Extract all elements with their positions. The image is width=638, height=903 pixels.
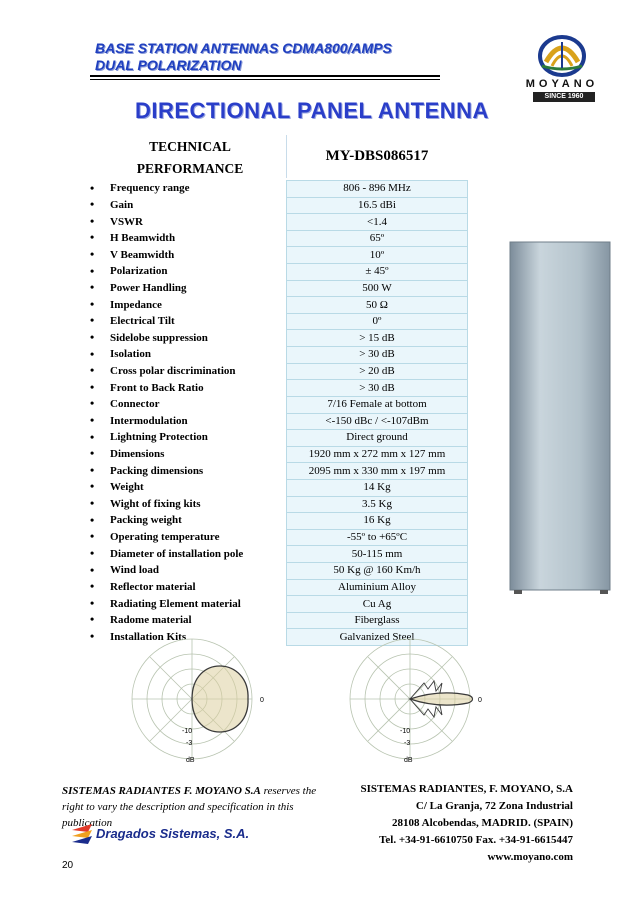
spec-label: • Packing dimensions (84, 463, 287, 480)
model-number: MY-DBS086517 (286, 135, 467, 178)
spec-label: • Installation Kits (84, 629, 287, 646)
pattern-right-minus3-label: -3 (404, 740, 411, 747)
spec-row (84, 413, 468, 430)
spec-value: 2095 mm x 330 mm x 197 mm (287, 463, 468, 480)
pattern-left-minus3-label: -3 (186, 740, 193, 747)
spec-row (84, 396, 468, 413)
page-number: 20 (62, 860, 74, 871)
spec-value: > 20 dB (287, 363, 468, 380)
spec-label: • Power Handling (84, 280, 287, 297)
spec-row (84, 181, 468, 198)
spec-row (84, 297, 468, 314)
logo-since-badge: SINCE 1960 (533, 92, 595, 102)
footer-website[interactable]: www.moyano.com (487, 851, 573, 863)
spec-label: • Radiating Element material (84, 596, 287, 613)
spec-row (84, 230, 468, 247)
spec-label: • Weight (84, 479, 287, 496)
antenna-panel-image (508, 240, 614, 596)
spec-value: <-150 dBc / <-107dBm (287, 413, 468, 430)
pattern-left-unit-label: dB (186, 757, 195, 764)
pattern-right-unit-label: dB (404, 757, 413, 764)
spec-value: Cu Ag (287, 596, 468, 613)
spec-row (84, 363, 468, 380)
vertical-pattern-chart (328, 633, 498, 765)
spec-value: > 15 dB (287, 330, 468, 347)
spec-row (84, 496, 468, 513)
spec-row (84, 463, 468, 480)
spec-row (84, 596, 468, 613)
spec-row (84, 197, 468, 214)
spec-row (84, 347, 468, 364)
spec-label: • Diameter of installation pole (84, 546, 287, 563)
footer-address-line: SISTEMAS RADIANTES, F. MOYANO, S.A (360, 783, 573, 795)
pattern-right-zero-label: 0 (478, 697, 482, 704)
header-title (95, 40, 392, 74)
footer-address-line: C/ La Granja, 72 Zona Industrial (415, 800, 573, 812)
spec-value: 50 Ω (287, 297, 468, 314)
table-header-left (95, 136, 285, 180)
spec-row (84, 479, 468, 496)
spec-label: • Reflector material (84, 579, 287, 596)
spec-label: • Radome material (84, 612, 287, 629)
spec-row (84, 529, 468, 546)
spec-row (84, 446, 468, 463)
spec-label: • Isolation (84, 347, 287, 364)
spec-label: • H Beamwidth (84, 230, 287, 247)
partner-name: Dragados Sistemas, S.A. (96, 826, 250, 841)
spec-row (84, 313, 468, 330)
spec-value: 0º (287, 313, 468, 330)
spec-label: • Wind load (84, 563, 287, 580)
pattern-left-zero-label: 0 (260, 697, 264, 704)
table-header-left-line1: TECHNICAL (149, 139, 231, 154)
spec-value: Fiberglass (287, 612, 468, 629)
spec-row (84, 546, 468, 563)
spec-value: 3.5 Kg (287, 496, 468, 513)
spec-value: 16 Kg (287, 513, 468, 530)
spec-row (84, 563, 468, 580)
spec-label: • Gain (84, 197, 287, 214)
footer-address-line: Tel. +34-91-6610750 Fax. +34-91-6615447 (379, 834, 573, 846)
page-title: DIRECTIONAL PANEL ANTENNA (135, 98, 489, 123)
spec-label: • V Beamwidth (84, 247, 287, 264)
spec-label: • Intermodulation (84, 413, 287, 430)
spec-row (84, 579, 468, 596)
pattern-left-minus10-label: -10 (182, 728, 193, 735)
spec-row (84, 612, 468, 629)
spec-value: 10º (287, 247, 468, 264)
spec-label: • Frequency range (84, 181, 287, 198)
spec-value: > 30 dB (287, 380, 468, 397)
spec-value: 14 Kg (287, 479, 468, 496)
spec-label: • VSWR (84, 214, 287, 231)
spec-label: • Dimensions (84, 446, 287, 463)
horizontal-pattern-chart (110, 633, 280, 765)
pattern-right-minus10-label: -10 (400, 728, 411, 735)
spec-row (84, 280, 468, 297)
spec-value: Direct ground (287, 430, 468, 447)
spec-label: • Connector (84, 396, 287, 413)
spec-value: 806 - 896 MHz (287, 181, 468, 198)
spec-value: <1.4 (287, 214, 468, 231)
spec-label: • Impedance (84, 297, 287, 314)
spec-row (84, 247, 468, 264)
spec-table (84, 180, 468, 646)
spec-label: • Polarization (84, 264, 287, 281)
spec-value: ± 45º (287, 264, 468, 281)
spec-value: Aluminium Alloy (287, 579, 468, 596)
header-rule (90, 75, 440, 77)
spec-row (84, 330, 468, 347)
spec-row (84, 380, 468, 397)
spec-value: 50 Kg @ 160 Km/h (287, 563, 468, 580)
spec-row (84, 430, 468, 447)
footer-disclaimer-company: SISTEMAS RADIANTES F. MOYANO S.A (62, 785, 261, 797)
spec-value: 1920 mm x 272 mm x 127 mm (287, 446, 468, 463)
spec-label: • Operating temperature (84, 529, 287, 546)
header-rule-thin (90, 79, 440, 80)
table-header-left-line2: PERFORMANCE (136, 161, 244, 176)
spec-value: 65º (287, 230, 468, 247)
spec-value: 50-115 mm (287, 546, 468, 563)
footer-address-line: 28108 Alcobendas, MADRID. (SPAIN) (392, 817, 573, 829)
header-title-line1: BASE STATION ANTENNAS CDMA800/AMPS (95, 40, 392, 56)
spec-label: • Front to Back Ratio (84, 380, 287, 397)
spec-value: 16.5 dBi (287, 197, 468, 214)
spec-label: • Sidelobe suppression (84, 330, 287, 347)
spec-label: • Wight of fixing kits (84, 496, 287, 513)
footer-disclaimer-text: reserves the right to vary the description and specification in this publication (62, 785, 317, 829)
footer-address (340, 781, 573, 866)
spec-value: > 30 dB (287, 347, 468, 364)
spec-row (84, 214, 468, 231)
spec-label: • Lightning Protection (84, 430, 287, 447)
spec-value: Galvanized Steel (287, 629, 468, 646)
spec-value: 500 W (287, 280, 468, 297)
spec-label: • Cross polar discrimination (84, 363, 287, 380)
spec-label: • Electrical Tilt (84, 313, 287, 330)
spec-value: -55º to +65ºC (287, 529, 468, 546)
logo-name: MOYANO (525, 78, 599, 90)
spec-value: 7/16 Female at bottom (287, 396, 468, 413)
spec-label: • Packing weight (84, 513, 287, 530)
spec-row (84, 513, 468, 530)
spec-row (84, 264, 468, 281)
header-title-line2: DUAL POLARIZATION (95, 57, 242, 73)
